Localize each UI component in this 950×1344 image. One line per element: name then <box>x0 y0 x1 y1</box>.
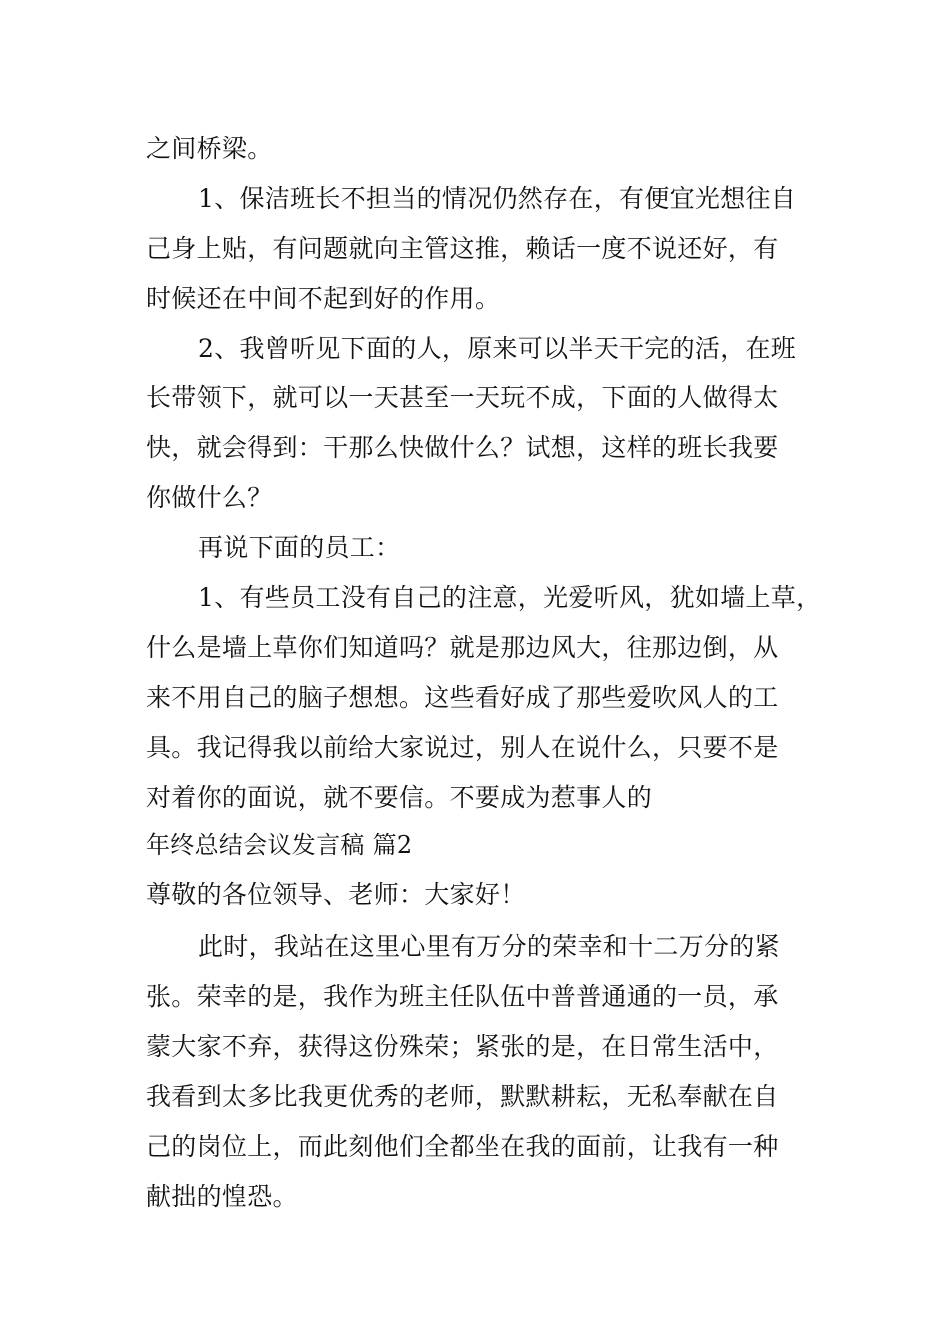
text-line: 蒙大家不弃，获得这份殊荣；紧张的是，在日常生活中， <box>146 1032 779 1061</box>
text-line: 此时，我站在这里心里有万分的荣幸和十二万分的紧 <box>198 932 780 961</box>
text-line: 我看到太多比我更优秀的老师，默默耕耘，无私奉献在自 <box>146 1082 779 1111</box>
text-line: 时候还在中间不起到好的作用。 <box>146 284 501 313</box>
text-line: 己身上贴，有问题就向主管这推，赖话一度不说还好，有 <box>146 234 779 263</box>
text-line: 2、我曾听见下面的人，原来可以半天干完的活，在班 <box>198 334 797 363</box>
text-line: 什么是墙上草你们知道吗？就是那边风大，往那边倒，从 <box>146 633 779 662</box>
text-line: 1、保洁班长不担当的情况仍然存在，有便宜光想往自 <box>198 184 797 213</box>
text-line: 长带领下，就可以一天甚至一天玩不成，下面的人做得太 <box>146 383 779 412</box>
text-line: 来不用自己的脑子想想。这些看好成了那些爱吹风人的工 <box>146 683 779 712</box>
text-line: 1、有些员工没有自己的注意，光爱听风，犹如墙上草， <box>198 583 822 612</box>
text-line: 对着你的面说，就不要信。不要成为惹事人的 <box>146 783 653 812</box>
salutation: 尊敬的各位领导、老师：大家好！ <box>146 880 526 909</box>
text-line: 再说下面的员工： <box>198 533 401 562</box>
text-line: 你做什么？ <box>146 483 273 512</box>
text-line: 张。荣幸的是，我作为班主任队伍中普普通通的一员，承 <box>146 982 779 1011</box>
text-line: 之间桥梁。 <box>146 134 273 163</box>
text-line: 己的岗位上，而此刻他们全都坐在我的面前，让我有一种 <box>146 1132 779 1161</box>
section-heading: 年终总结会议发言稿 篇2 <box>146 831 413 859</box>
text-line: 快，就会得到：干那么快做什么？试想，这样的班长我要 <box>146 433 779 462</box>
text-line: 具。我记得我以前给大家说过，别人在说什么，只要不是 <box>146 733 779 762</box>
text-line: 献拙的惶恐。 <box>146 1182 298 1211</box>
